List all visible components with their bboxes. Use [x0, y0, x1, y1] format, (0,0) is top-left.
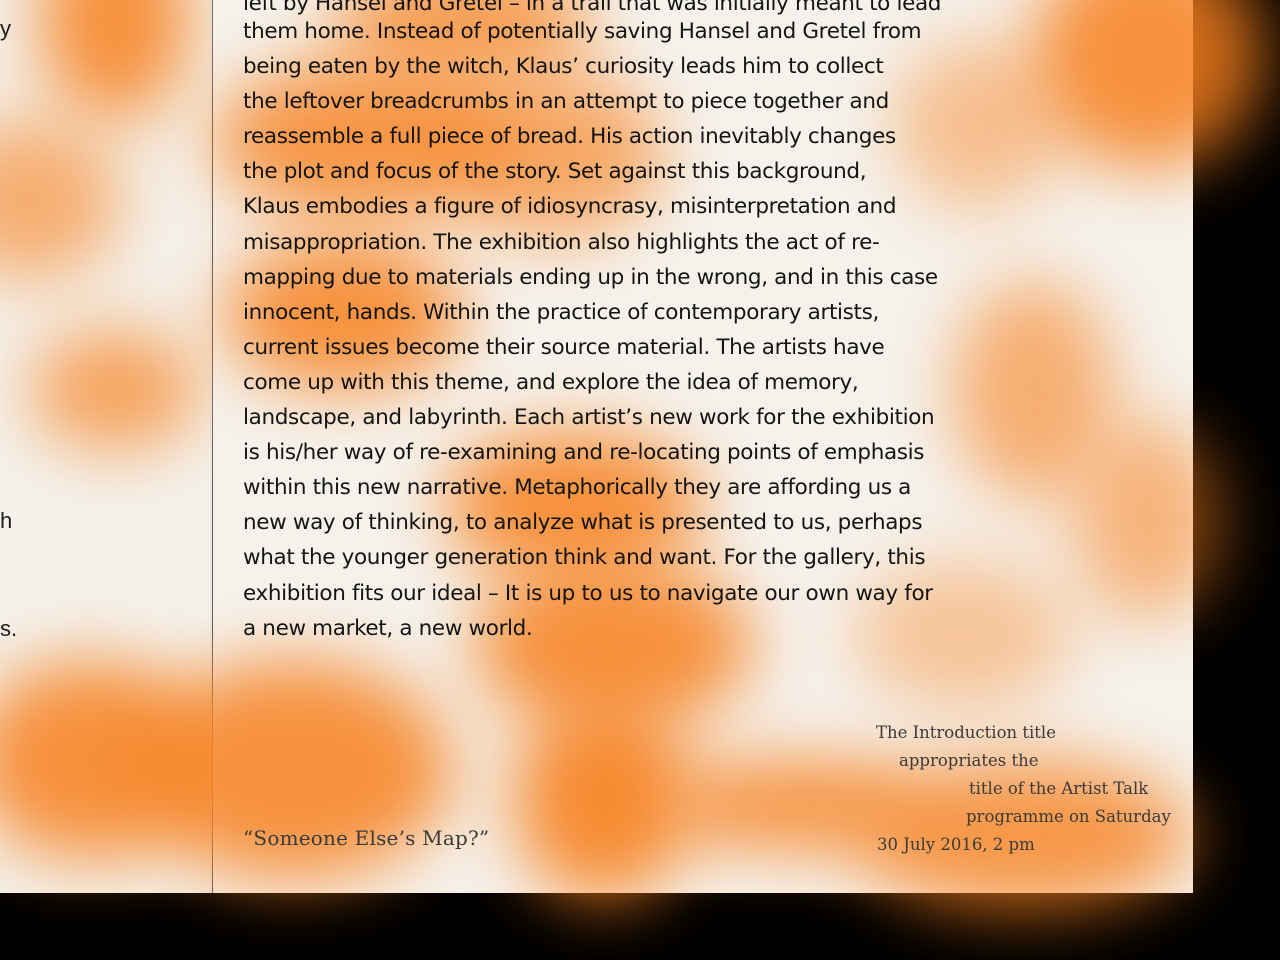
body-line: them home. Instead of potentially saving Hansel and Gretel from: [243, 19, 922, 44]
body-line: exhibition fits our ideal – It is up to us to navigate our own way for: [243, 580, 933, 606]
body-line: the plot and focus of the story. Set against this background,: [243, 159, 867, 185]
body-line: mapping due to materials ending up in the wrong, and in this case: [243, 264, 938, 290]
side-note-line: programme on Saturday: [966, 807, 1171, 826]
body-line: Klaus embodies a figure of idiosyncrasy, misinterpretation and: [243, 194, 897, 220]
orange-blur-blob: [1033, 0, 1263, 170]
body-line: the leftover breadcrumbs in an attempt to piece together and: [243, 89, 889, 115]
body-line: landscape, and labyrinth. Each artist’s new work for the exhibition: [243, 405, 935, 431]
body-line: is his/her way of re-examining and re-locating points of emphasis: [243, 440, 925, 466]
body-line: a new market, a new world.: [243, 615, 533, 641]
body-line: reassemble a full piece of bread. His action inevitably changes: [243, 124, 896, 150]
side-note-line: appropriates the: [899, 751, 1039, 770]
body-line: current issues become their source material. The artists have: [243, 334, 885, 360]
left-page-fragment: s.: [0, 616, 18, 641]
left-page-fragment: h: [0, 508, 13, 533]
body-line: misappropriation. The exhibition also highlights the act of re-: [243, 229, 880, 255]
side-note-line: The Introduction title: [876, 723, 1056, 742]
body-line: within this new narrative. Metaphorically they are affording us a: [243, 475, 912, 501]
side-note-line: 30 July 2016, 2 pm: [877, 835, 1035, 854]
introduction-title: “Someone Else’s Map?”: [243, 826, 490, 850]
body-line: new way of thinking, to analyze what is presented to us, perhaps: [243, 510, 923, 536]
body-line: being eaten by the witch, Klaus’ curiosity leads him to collect: [243, 54, 884, 80]
body-line: innocent, hands. Within the practice of contemporary artists,: [243, 299, 879, 325]
body-paragraph: [243, 14, 1023, 646]
body-line: come up with this theme, and explore the idea of memory,: [243, 369, 859, 395]
orange-blur-blob: [1073, 420, 1223, 620]
side-note-line: title of the Artist Talk: [969, 779, 1149, 798]
left-page-fragment: y: [0, 16, 11, 41]
body-line: what the younger generation think and want. For the gallery, this: [243, 545, 926, 571]
